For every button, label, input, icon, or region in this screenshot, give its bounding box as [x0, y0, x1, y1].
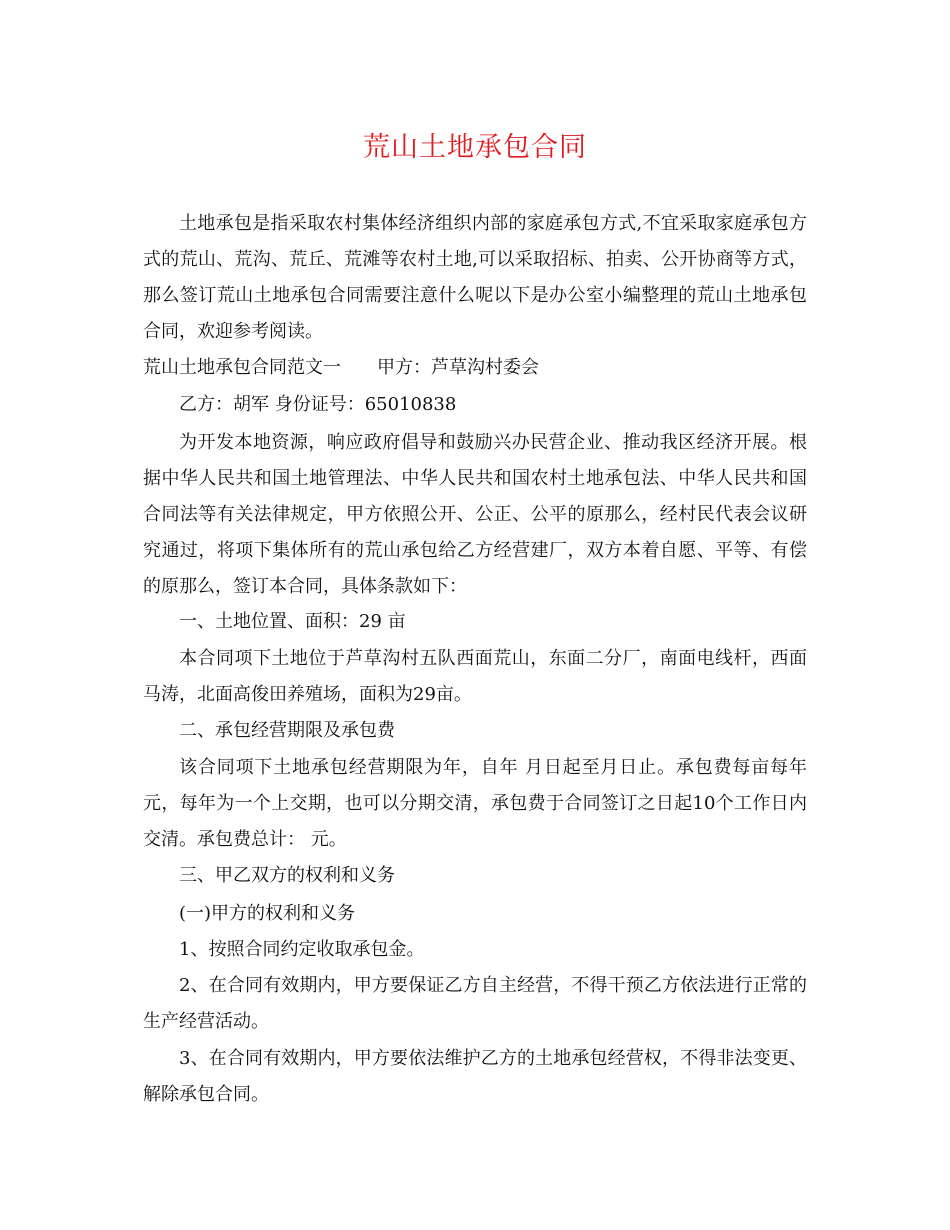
sample-heading: 荒山土地承包合同范文一 — [143, 357, 341, 378]
party-a: 甲方：芦草沟村委会 — [377, 357, 539, 378]
item-3: 3、在合同有效期内，甲方要依法维护乙方的土地承包经营权，不得非法变更、解除承包合同。 — [143, 1048, 807, 1105]
section1-body: 本合同项下土地位于芦草沟村五队西面荒山，东面二分厂，南面电线杆，西面马涛，北面高俊田养殖场，面积为29亩。 — [143, 648, 807, 705]
party-b: 乙方：胡军 身份证号：65010838 — [179, 394, 457, 415]
preamble-paragraph: 为开发本地资源，响应政府倡导和鼓励兴办民营企业、推动我区经济开展。根据中华人民共和国土地管理法、中华人民共和国农村土地承包法、中华人民共和国合同法等有关法律规定，甲方依照公开、公正、公平的原那么，经村民代表会议研究通过，将项下集体所有的荒山承包给乙方经营建厂，双方本着自愿、平等、有偿的原那么，签订本合同，具体条款如下： — [143, 432, 807, 597]
item-1: 1、按照合同约定收取承包金。 — [179, 939, 425, 960]
document-title: 荒山土地承包合同 — [363, 132, 587, 163]
section1-title: 一、土地位置、面积：29 亩 — [179, 611, 406, 632]
intro-paragraph: 土地承包是指采取农村集体经济组织内部的家庭承包方式,不宜采取家庭承包方式的荒山、荒沟、荒丘、荒滩等农村土地,可以采取招标、拍卖、公开协商等方式，那么签订荒山土地承包合同需要注意什么呢以下是办公室小编整理的荒山土地承包合同，欢迎参考阅读。 — [143, 213, 807, 342]
section2-body: 该合同项下土地承包经营期限为年，自年 月日起至月日止。承包费每亩每年元，每年为一个上交期，也可以分期交清，承包费于合同签订之日起10个工作日内交清。承包费总计： 元。 — [143, 757, 807, 850]
sample-heading-line — [143, 350, 807, 386]
item-2: 2、在合同有效期内，甲方要保证乙方自主经营，不得干预乙方依法进行正常的生产经营活动。 — [143, 975, 807, 1032]
section2-title: 二、承包经营期限及承包费 — [179, 720, 395, 741]
section3-title: 三、甲乙双方的权利和义务 — [179, 865, 395, 886]
section3-sub1: (一)甲方的权利和义务 — [179, 903, 356, 924]
